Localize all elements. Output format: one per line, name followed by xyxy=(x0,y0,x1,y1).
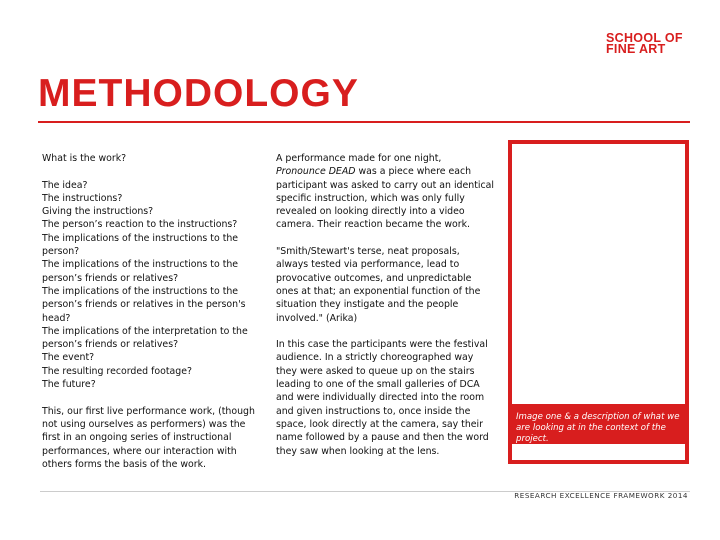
list-item: The implications of the instructions to the person’s friends or relatives in the person's head? xyxy=(42,285,246,324)
list-item: The implications of the interpretation to the person’s friends or relatives? xyxy=(42,325,248,351)
list-item: Giving the instructions? xyxy=(42,206,154,218)
intro-text: A performance made for one night, xyxy=(276,153,442,164)
list-item: The implications of the instructions to the person? xyxy=(42,232,239,258)
list-item: The resulting recorded footage? xyxy=(42,365,192,377)
list-item: The implications of the instructions to the person’s friends or relatives? xyxy=(42,259,239,284)
list-item: The event? xyxy=(42,352,95,364)
left-column xyxy=(42,152,256,484)
intro-paragraph xyxy=(276,152,494,232)
footer-text: RESEARCH EXCELLENCE FRAMEWORK 2014 xyxy=(514,491,688,500)
list-item: The future? xyxy=(42,379,96,391)
right-column xyxy=(276,152,494,471)
question-list xyxy=(42,179,256,392)
logo-line-1: SCHOOL OF xyxy=(606,31,683,45)
question-heading: What is the work? xyxy=(42,153,127,164)
logo-line-2: FINE ART xyxy=(606,42,666,56)
image-caption: Image one & a description of what we are looking at in the context of the project. xyxy=(516,412,680,444)
list-item: The idea? xyxy=(42,179,88,191)
list-item: The person’s reaction to the instructions? xyxy=(42,219,238,231)
page-title: METHODOLOGY xyxy=(38,72,359,115)
title-divider xyxy=(38,121,690,123)
intro-text-cont: was a piece where each participant was asked to carry out an identical specific instruction, which was only fully revealed on looking directly into a video camera. Their reaction became the work. xyxy=(276,166,494,231)
quote-paragraph: "Smith/Stewart's terse, neat proposals, always tested via performance, lead to provocative outcomes, and unpredictable ones at that; an exponential function of the situation they instigate and the people involved." (Arika) xyxy=(276,246,481,324)
closing-paragraph: This, our first live performance work, (though not using ourselves as performers) was the first in an ongoing series of instructional performances, where our interaction with others forms the basis of the work. xyxy=(42,405,255,470)
list-item: The instructions? xyxy=(42,192,123,204)
school-logo xyxy=(606,33,690,55)
work-title: Pronounce DEAD xyxy=(276,166,356,178)
description-paragraph: In this case the participants were the festival audience. In a strictly choreographed way they were asked to queue up on the stairs leading to one of the small galleries of DCA and were individually directed into the room and given instructions to, once inside the space, look directly at the camera, say their name followed by a pause and then the word they saw when looking at the lens. xyxy=(276,339,489,457)
